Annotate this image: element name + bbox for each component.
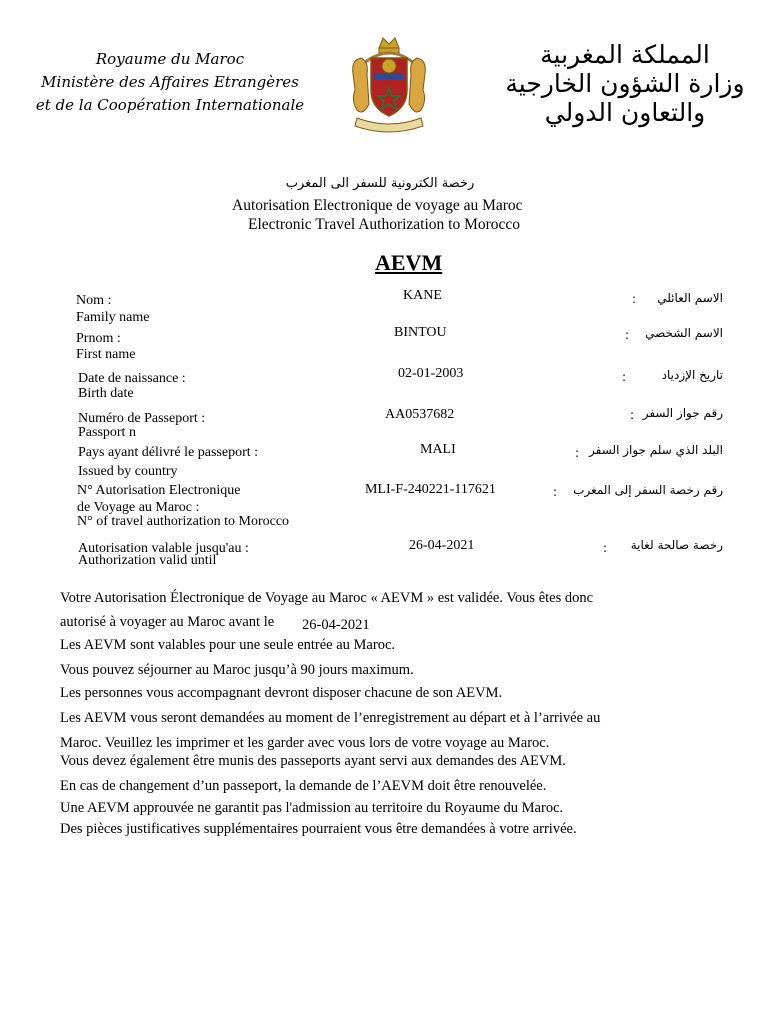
field-nom-label-en: Family name [76,310,150,325]
field-birth-label-en: Birth date [78,386,134,401]
header-fr-line-1: Royaume du Maroc [95,50,245,68]
header-fr-line-3: et de la Coopération Internationale [35,96,305,114]
field-country-value: MALI [420,442,456,457]
field-passport-label-ar: رقم جواز السفر [642,406,723,420]
field-nom-label-ar: الاسم العائلي [657,291,723,305]
header-ar-line-3: والتعاون الدولي [544,98,706,127]
notice-line-8: Une AEVM approuvée ne garantit pas l'admission au territoire du Royaume du Maroc. [60,800,564,816]
header-ar-line-1: المملكة المغربية [540,40,710,69]
notice-line-3: Vous pouvez séjourner au Maroc jusqu’à 90 jours maximum. [60,662,414,678]
field-auth-label-ar: رقم رخصة السفر إلى المغرب [573,483,723,497]
field-valid-label-en: Authorization valid until [78,553,217,568]
field-prenom-label-ar: الاسم الشخصي [645,326,723,340]
notice-line-5: Les AEVM vous seront demandées au moment de l’enregistrement au départ et à l’arrivée au [60,710,601,726]
field-valid-label-fr: Autorisation valable jusqu'au : [78,541,249,556]
notice-line-6: Vous devez également être munis des passeports ayant servi aux demandes des AEVM. [60,753,566,769]
field-auth-colon: : [553,485,558,499]
field-auth-label-fr: N° Autorisation Electronique [77,483,241,498]
field-passport-label-en: Passport n [78,425,136,440]
field-prenom-colon: : [625,328,630,342]
coat-of-arms-emblem [343,34,435,134]
field-country-label-fr: Pays ayant délivré le passeport : [78,445,259,460]
field-prenom-value: BINTOU [394,325,447,340]
header-ar-line-2: وزارة الشؤون الخارجية [505,69,745,98]
field-valid-colon: : [603,541,608,555]
field-prenom-label-en: First name [76,347,136,362]
document-title: AEVM [375,250,443,275]
field-passport-value: AA0537682 [385,407,455,422]
header-fr-line-2: Ministère des Affaires Etrangères [41,73,299,91]
field-auth-label-en: N° of travel authorization to Morocco [77,514,290,529]
field-birth-label-ar: تاريخ الإزدياد [661,368,723,382]
notice-line-5b: Maroc. Veuillez les imprimer et les garder avec vous lors de votre voyage au Maroc. [60,735,550,751]
field-birth-value: 02-01-2003 [398,366,464,381]
notice-line-1b: autorisé à voyager au Maroc avant le [60,614,275,630]
field-passport-colon: : [630,408,635,422]
field-nom-label-fr: Nom : [76,293,112,308]
field-birth-colon: : [622,370,627,384]
field-country-colon: : [575,446,580,460]
notice-line-2: Les AEVM sont valables pour une seule entrée au Maroc. [60,637,396,653]
notice-line-7: En cas de changement d’un passeport, la demande de l’AEVM doit être renouvelée. [60,778,547,794]
ministry-header-fr [30,48,310,117]
field-valid-label-ar: رخصة صالحة لغاية [630,538,723,552]
field-country-label-en: Issued by country [78,464,178,479]
field-auth-value: MLI-F-240221-117621 [365,482,496,497]
field-prenom-label-fr: Prnom : [76,331,121,346]
field-nom-colon: : [632,292,637,306]
field-auth-label-fr2: de Voyage au Maroc : [77,500,200,515]
subtitle-fr: Autorisation Electronique de voyage au Maroc [232,197,523,214]
notice-valid-date: 26-04-2021 [302,617,370,633]
field-valid-value: 26-04-2021 [409,538,475,553]
subtitle-ar: رخصة الكترونية للسفر الى المغرب [285,176,475,191]
field-birth-label-fr: Date de naissance : [78,371,186,386]
notice-line-1: Votre Autorisation Électronique de Voyage au Maroc « AEVM » est validée. Vous êtes donc [60,590,594,606]
field-passport-label-fr: Numéro de Passeport : [78,411,206,426]
notice-line-9: Des pièces justificatives supplémentaires pourraient vous être demandées à votre arrivée. [60,821,577,837]
field-country-label-ar: البلد الذي سلم جواز السفر [589,443,723,457]
field-nom-value: KANE [403,288,442,303]
ministry-header-ar [505,40,745,127]
subtitle-en: Electronic Travel Authorization to Morocco [248,216,521,233]
notice-line-4: Les personnes vous accompagnant devront disposer chacune de son AEVM. [60,685,503,701]
